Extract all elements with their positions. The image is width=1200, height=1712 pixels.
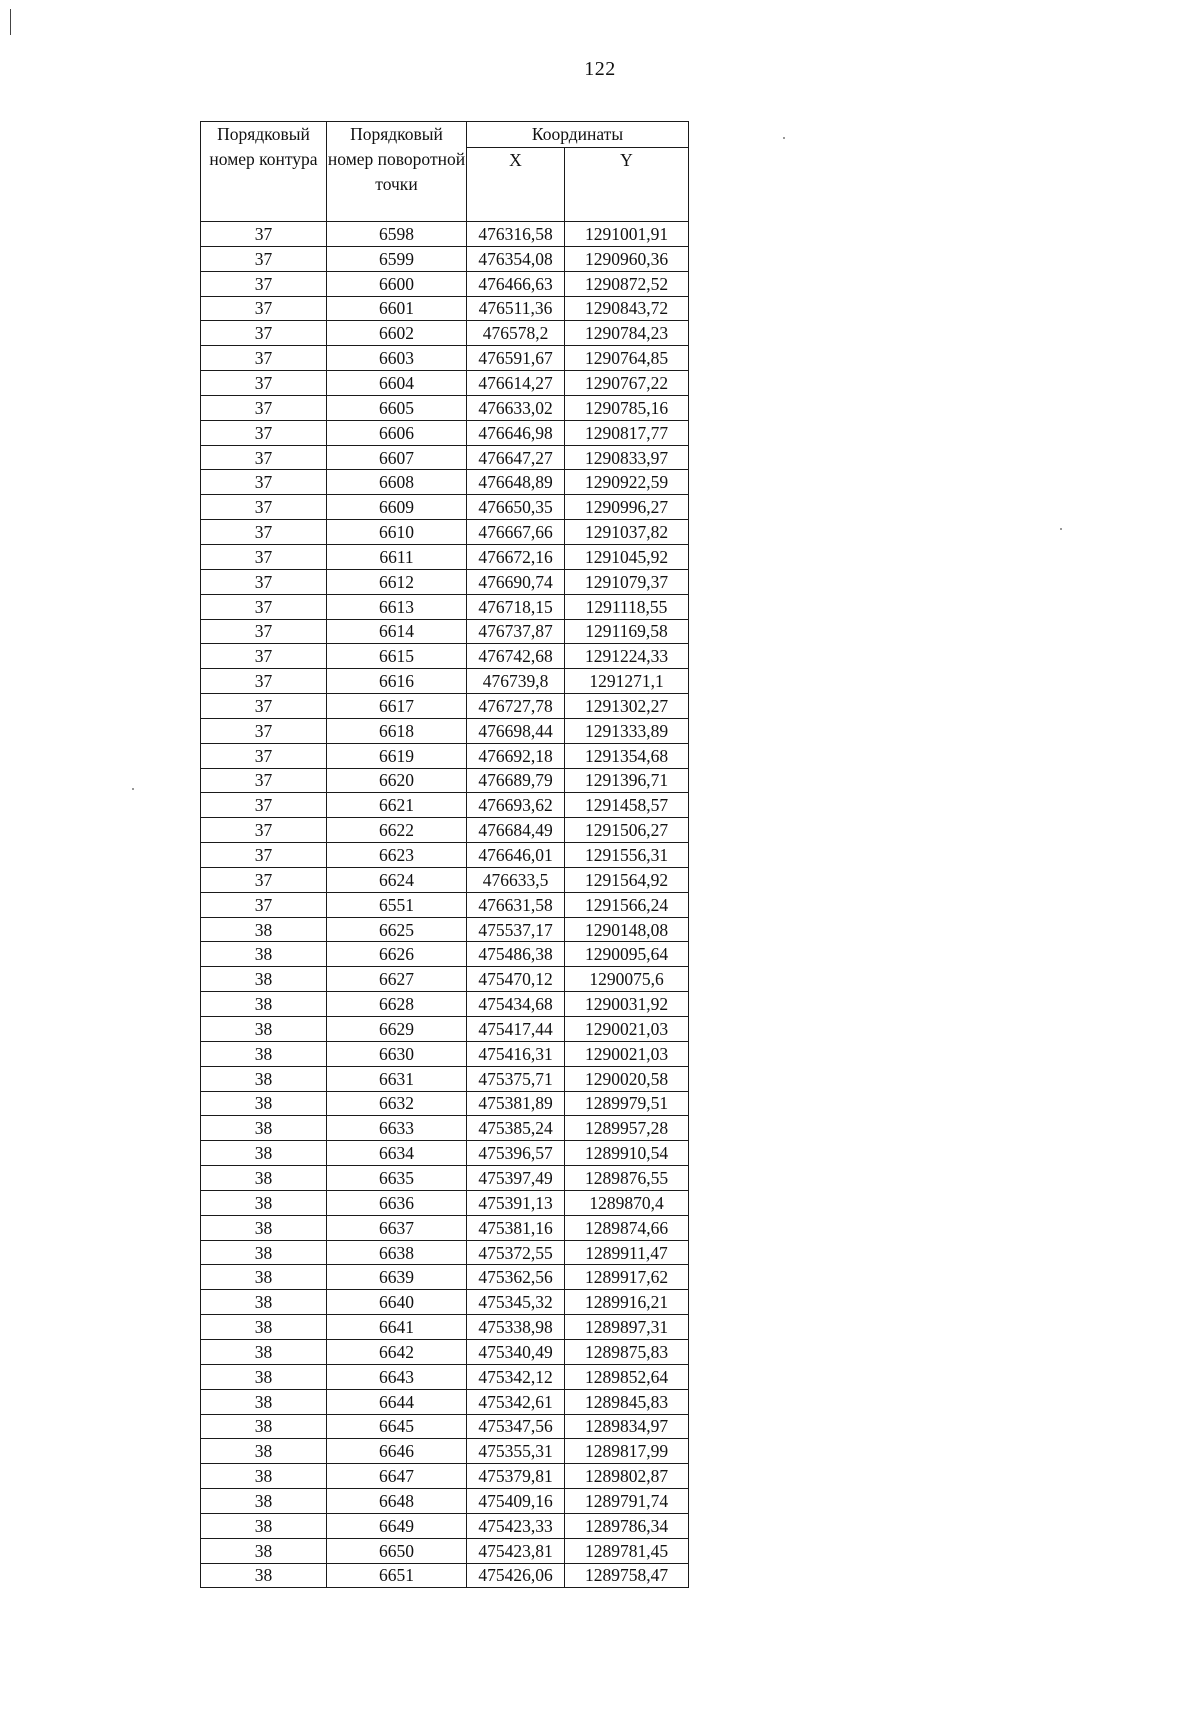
header-coordinates: Координаты [467, 122, 689, 148]
cell-point-number: 6625 [327, 917, 467, 942]
cell-y: 1289845,83 [565, 1389, 689, 1414]
table-row [201, 1489, 689, 1514]
table-row [201, 495, 689, 520]
cell-y: 1290767,22 [565, 371, 689, 396]
cell-y: 1291045,92 [565, 544, 689, 569]
cell-point-number: 6649 [327, 1513, 467, 1538]
cell-contour-number: 38 [201, 1041, 327, 1066]
cell-x: 475537,17 [467, 917, 565, 942]
table-row [201, 1389, 689, 1414]
cell-contour-number: 37 [201, 644, 327, 669]
cell-point-number: 6645 [327, 1414, 467, 1439]
cell-contour-number: 37 [201, 321, 327, 346]
cell-x: 476614,27 [467, 371, 565, 396]
cell-contour-number: 38 [201, 1066, 327, 1091]
cell-point-number: 6630 [327, 1041, 467, 1066]
cell-y: 1289817,99 [565, 1439, 689, 1464]
cell-point-number: 6626 [327, 942, 467, 967]
cell-contour-number: 37 [201, 470, 327, 495]
header-x: X [467, 148, 565, 222]
cell-x: 475391,13 [467, 1190, 565, 1215]
table-row [201, 371, 689, 396]
cell-contour-number: 37 [201, 718, 327, 743]
table-row [201, 1141, 689, 1166]
cell-point-number: 6619 [327, 743, 467, 768]
cell-y: 1289874,66 [565, 1215, 689, 1240]
cell-contour-number: 38 [201, 1389, 327, 1414]
cell-point-number: 6647 [327, 1464, 467, 1489]
cell-y: 1291302,27 [565, 694, 689, 719]
cell-y: 1291396,71 [565, 768, 689, 793]
cell-point-number: 6628 [327, 992, 467, 1017]
cell-x: 475381,89 [467, 1091, 565, 1116]
table-row [201, 222, 689, 247]
cell-point-number: 6599 [327, 246, 467, 271]
cell-x: 476693,62 [467, 793, 565, 818]
cell-x: 476672,16 [467, 544, 565, 569]
table-row [201, 569, 689, 594]
cell-point-number: 6614 [327, 619, 467, 644]
cell-point-number: 6611 [327, 544, 467, 569]
cell-point-number: 6648 [327, 1489, 467, 1514]
cell-y: 1290148,08 [565, 917, 689, 942]
cell-y: 1291079,37 [565, 569, 689, 594]
cell-point-number: 6604 [327, 371, 467, 396]
cell-x: 475375,71 [467, 1066, 565, 1091]
cell-contour-number: 38 [201, 1315, 327, 1340]
cell-x: 475409,16 [467, 1489, 565, 1514]
cell-y: 1291556,31 [565, 843, 689, 868]
cell-y: 1289802,87 [565, 1464, 689, 1489]
cell-x: 476692,18 [467, 743, 565, 768]
cell-x: 476684,49 [467, 818, 565, 843]
cell-x: 476690,74 [467, 569, 565, 594]
cell-x: 475417,44 [467, 1017, 565, 1042]
cell-y: 1291118,55 [565, 594, 689, 619]
cell-contour-number: 38 [201, 942, 327, 967]
cell-point-number: 6635 [327, 1166, 467, 1191]
table-row [201, 1339, 689, 1364]
cell-point-number: 6598 [327, 222, 467, 247]
cell-y: 1291564,92 [565, 867, 689, 892]
cell-y: 1289852,64 [565, 1364, 689, 1389]
cell-contour-number: 38 [201, 1141, 327, 1166]
table-row [201, 718, 689, 743]
cell-contour-number: 37 [201, 669, 327, 694]
cell-contour-number: 37 [201, 246, 327, 271]
cell-y: 1289917,62 [565, 1265, 689, 1290]
cell-point-number: 6610 [327, 520, 467, 545]
cell-contour-number: 37 [201, 619, 327, 644]
cell-y: 1289870,4 [565, 1190, 689, 1215]
cell-y: 1289781,45 [565, 1538, 689, 1563]
cell-x: 475423,33 [467, 1513, 565, 1538]
cell-contour-number: 37 [201, 867, 327, 892]
cell-y: 1290021,03 [565, 1041, 689, 1066]
table-row [201, 1166, 689, 1191]
cell-x: 475355,31 [467, 1439, 565, 1464]
page-number: 122 [584, 58, 616, 80]
cell-point-number: 6646 [327, 1439, 467, 1464]
cell-point-number: 6608 [327, 470, 467, 495]
table-header [201, 122, 689, 222]
cell-y: 1290031,92 [565, 992, 689, 1017]
table-row [201, 470, 689, 495]
scan-speck [783, 137, 785, 139]
cell-point-number: 6627 [327, 967, 467, 992]
cell-point-number: 6605 [327, 395, 467, 420]
table-row [201, 818, 689, 843]
cell-x: 475434,68 [467, 992, 565, 1017]
cell-point-number: 6632 [327, 1091, 467, 1116]
cell-point-number: 6620 [327, 768, 467, 793]
cell-x: 476739,8 [467, 669, 565, 694]
cell-point-number: 6641 [327, 1315, 467, 1340]
cell-contour-number: 38 [201, 967, 327, 992]
cell-contour-number: 37 [201, 296, 327, 321]
cell-x: 476466,63 [467, 271, 565, 296]
cell-point-number: 6607 [327, 445, 467, 470]
cell-x: 475426,06 [467, 1563, 565, 1588]
cell-x: 475396,57 [467, 1141, 565, 1166]
cell-point-number: 6631 [327, 1066, 467, 1091]
table-row [201, 420, 689, 445]
cell-contour-number: 38 [201, 1190, 327, 1215]
cell-x: 475362,56 [467, 1265, 565, 1290]
cell-y: 1289979,51 [565, 1091, 689, 1116]
table-row [201, 1290, 689, 1315]
table-row [201, 1265, 689, 1290]
cell-contour-number: 37 [201, 793, 327, 818]
cell-contour-number: 37 [201, 694, 327, 719]
cell-point-number: 6617 [327, 694, 467, 719]
table-row [201, 694, 689, 719]
table-row [201, 321, 689, 346]
table-row [201, 544, 689, 569]
cell-point-number: 6638 [327, 1240, 467, 1265]
table-row [201, 1414, 689, 1439]
cell-x: 475347,56 [467, 1414, 565, 1439]
table-row [201, 669, 689, 694]
cell-point-number: 6622 [327, 818, 467, 843]
cell-x: 476316,58 [467, 222, 565, 247]
header-y: Y [565, 148, 689, 222]
cell-x: 476511,36 [467, 296, 565, 321]
cell-point-number: 6633 [327, 1116, 467, 1141]
cell-y: 1291458,57 [565, 793, 689, 818]
cell-point-number: 6616 [327, 669, 467, 694]
cell-y: 1291333,89 [565, 718, 689, 743]
scan-edge-mark [10, 9, 11, 35]
cell-x: 475423,81 [467, 1538, 565, 1563]
cell-point-number: 6606 [327, 420, 467, 445]
table-row [201, 296, 689, 321]
cell-y: 1291506,27 [565, 818, 689, 843]
table-row [201, 942, 689, 967]
table-body [201, 222, 689, 1588]
scan-speck [1060, 528, 1062, 530]
table-row [201, 793, 689, 818]
cell-y: 1290075,6 [565, 967, 689, 992]
cell-y: 1290996,27 [565, 495, 689, 520]
cell-x: 475486,38 [467, 942, 565, 967]
cell-contour-number: 37 [201, 520, 327, 545]
table-row [201, 768, 689, 793]
cell-y: 1291037,82 [565, 520, 689, 545]
table-row [201, 1066, 689, 1091]
cell-x: 476650,35 [467, 495, 565, 520]
cell-x: 476698,44 [467, 718, 565, 743]
table-row [201, 445, 689, 470]
header-contour-number: Порядковый номер контура [201, 122, 327, 222]
cell-x: 476633,02 [467, 395, 565, 420]
cell-x: 476646,01 [467, 843, 565, 868]
cell-contour-number: 38 [201, 1116, 327, 1141]
table-row [201, 917, 689, 942]
cell-contour-number: 38 [201, 1091, 327, 1116]
cell-contour-number: 37 [201, 818, 327, 843]
cell-y: 1291001,91 [565, 222, 689, 247]
cell-contour-number: 37 [201, 420, 327, 445]
table-row [201, 346, 689, 371]
cell-point-number: 6642 [327, 1339, 467, 1364]
cell-x: 476591,67 [467, 346, 565, 371]
cell-x: 475372,55 [467, 1240, 565, 1265]
cell-point-number: 6640 [327, 1290, 467, 1315]
table-row [201, 967, 689, 992]
cell-y: 1290020,58 [565, 1066, 689, 1091]
cell-y: 1290833,97 [565, 445, 689, 470]
cell-y: 1289791,74 [565, 1489, 689, 1514]
cell-y: 1290784,23 [565, 321, 689, 346]
cell-y: 1290960,36 [565, 246, 689, 271]
table-row [201, 1215, 689, 1240]
cell-y: 1290785,16 [565, 395, 689, 420]
cell-y: 1290817,77 [565, 420, 689, 445]
cell-y: 1290764,85 [565, 346, 689, 371]
cell-contour-number: 37 [201, 271, 327, 296]
cell-contour-number: 38 [201, 1290, 327, 1315]
cell-x: 475470,12 [467, 967, 565, 992]
table-row [201, 1041, 689, 1066]
table-row [201, 843, 689, 868]
cell-contour-number: 38 [201, 1439, 327, 1464]
cell-y: 1291271,1 [565, 669, 689, 694]
cell-y: 1289875,83 [565, 1339, 689, 1364]
cell-contour-number: 38 [201, 917, 327, 942]
table-row [201, 1091, 689, 1116]
cell-contour-number: 37 [201, 743, 327, 768]
cell-x: 476718,15 [467, 594, 565, 619]
table-row [201, 644, 689, 669]
cell-contour-number: 37 [201, 768, 327, 793]
cell-contour-number: 38 [201, 992, 327, 1017]
table-row [201, 1017, 689, 1042]
table-row [201, 892, 689, 917]
cell-contour-number: 37 [201, 371, 327, 396]
cell-x: 476647,27 [467, 445, 565, 470]
cell-point-number: 6634 [327, 1141, 467, 1166]
cell-x: 475416,31 [467, 1041, 565, 1066]
cell-point-number: 6651 [327, 1563, 467, 1588]
table-row [201, 1240, 689, 1265]
table-row [201, 1538, 689, 1563]
cell-point-number: 6623 [327, 843, 467, 868]
table-row [201, 619, 689, 644]
table-row [201, 1315, 689, 1340]
cell-point-number: 6618 [327, 718, 467, 743]
header-point-number: Порядковый номер поворотной точки [327, 122, 467, 222]
table-row [201, 1116, 689, 1141]
table-row [201, 992, 689, 1017]
cell-x: 475381,16 [467, 1215, 565, 1240]
cell-point-number: 6602 [327, 321, 467, 346]
cell-point-number: 6636 [327, 1190, 467, 1215]
table-row [201, 1190, 689, 1215]
cell-x: 476578,2 [467, 321, 565, 346]
table-row [201, 1464, 689, 1489]
cell-x: 476742,68 [467, 644, 565, 669]
cell-x: 476648,89 [467, 470, 565, 495]
cell-point-number: 6600 [327, 271, 467, 296]
cell-contour-number: 38 [201, 1240, 327, 1265]
cell-contour-number: 38 [201, 1215, 327, 1240]
cell-x: 475345,32 [467, 1290, 565, 1315]
cell-x: 475379,81 [467, 1464, 565, 1489]
table-row [201, 743, 689, 768]
cell-contour-number: 37 [201, 544, 327, 569]
cell-point-number: 6601 [327, 296, 467, 321]
cell-contour-number: 37 [201, 395, 327, 420]
cell-point-number: 6639 [327, 1265, 467, 1290]
cell-point-number: 6643 [327, 1364, 467, 1389]
cell-contour-number: 38 [201, 1414, 327, 1439]
cell-y: 1290843,72 [565, 296, 689, 321]
cell-contour-number: 38 [201, 1464, 327, 1489]
cell-contour-number: 38 [201, 1364, 327, 1389]
cell-y: 1289957,28 [565, 1116, 689, 1141]
cell-x: 476646,98 [467, 420, 565, 445]
cell-contour-number: 37 [201, 495, 327, 520]
cell-y: 1291354,68 [565, 743, 689, 768]
cell-y: 1289786,34 [565, 1513, 689, 1538]
cell-contour-number: 38 [201, 1563, 327, 1588]
cell-point-number: 6551 [327, 892, 467, 917]
table-row [201, 1364, 689, 1389]
cell-contour-number: 38 [201, 1513, 327, 1538]
cell-y: 1289758,47 [565, 1563, 689, 1588]
cell-contour-number: 38 [201, 1339, 327, 1364]
cell-x: 476689,79 [467, 768, 565, 793]
cell-x: 476633,5 [467, 867, 565, 892]
table-row [201, 520, 689, 545]
cell-point-number: 6615 [327, 644, 467, 669]
cell-contour-number: 38 [201, 1017, 327, 1042]
cell-point-number: 6603 [327, 346, 467, 371]
cell-contour-number: 37 [201, 569, 327, 594]
cell-x: 475385,24 [467, 1116, 565, 1141]
cell-x: 475397,49 [467, 1166, 565, 1191]
scan-speck [132, 788, 134, 790]
cell-x: 475338,98 [467, 1315, 565, 1340]
cell-contour-number: 38 [201, 1489, 327, 1514]
cell-contour-number: 37 [201, 594, 327, 619]
cell-contour-number: 38 [201, 1166, 327, 1191]
table-row [201, 1439, 689, 1464]
cell-point-number: 6624 [327, 867, 467, 892]
cell-point-number: 6621 [327, 793, 467, 818]
cell-contour-number: 38 [201, 1265, 327, 1290]
cell-y: 1291169,58 [565, 619, 689, 644]
cell-x: 476727,78 [467, 694, 565, 719]
table-row [201, 246, 689, 271]
cell-x: 476667,66 [467, 520, 565, 545]
cell-y: 1291566,24 [565, 892, 689, 917]
cell-y: 1289897,31 [565, 1315, 689, 1340]
cell-y: 1289911,47 [565, 1240, 689, 1265]
cell-y: 1291224,33 [565, 644, 689, 669]
cell-point-number: 6609 [327, 495, 467, 520]
cell-y: 1289916,21 [565, 1290, 689, 1315]
cell-y: 1289910,54 [565, 1141, 689, 1166]
cell-y: 1289876,55 [565, 1166, 689, 1191]
cell-point-number: 6644 [327, 1389, 467, 1414]
table-row [201, 594, 689, 619]
cell-point-number: 6637 [327, 1215, 467, 1240]
cell-point-number: 6650 [327, 1538, 467, 1563]
table-row [201, 1563, 689, 1588]
cell-x: 476354,08 [467, 246, 565, 271]
cell-y: 1290872,52 [565, 271, 689, 296]
cell-x: 475340,49 [467, 1339, 565, 1364]
table-row [201, 271, 689, 296]
table-row [201, 867, 689, 892]
cell-point-number: 6629 [327, 1017, 467, 1042]
cell-contour-number: 37 [201, 346, 327, 371]
cell-y: 1290021,03 [565, 1017, 689, 1042]
cell-x: 476631,58 [467, 892, 565, 917]
cell-y: 1290095,64 [565, 942, 689, 967]
cell-y: 1290922,59 [565, 470, 689, 495]
table-row [201, 395, 689, 420]
cell-contour-number: 37 [201, 892, 327, 917]
table-row [201, 1513, 689, 1538]
cell-contour-number: 38 [201, 1538, 327, 1563]
cell-contour-number: 37 [201, 445, 327, 470]
coordinates-table [200, 121, 689, 1588]
cell-y: 1289834,97 [565, 1414, 689, 1439]
cell-x: 475342,61 [467, 1389, 565, 1414]
cell-point-number: 6613 [327, 594, 467, 619]
cell-contour-number: 37 [201, 843, 327, 868]
cell-x: 476737,87 [467, 619, 565, 644]
cell-x: 475342,12 [467, 1364, 565, 1389]
cell-point-number: 6612 [327, 569, 467, 594]
cell-contour-number: 37 [201, 222, 327, 247]
